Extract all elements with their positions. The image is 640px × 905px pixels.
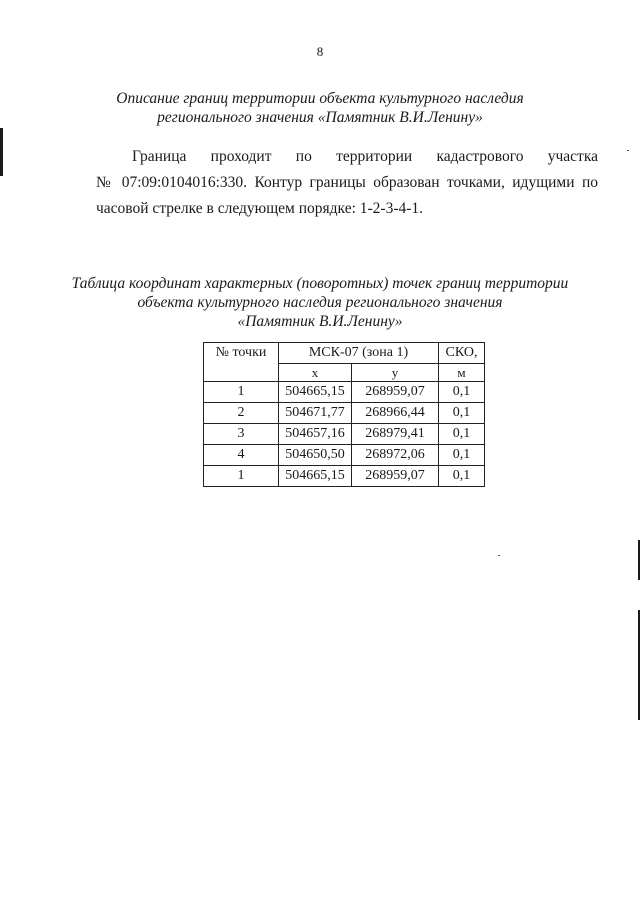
boundary-description: [96, 144, 598, 222]
cell-x: 504650,50: [279, 445, 352, 466]
boundary-description-line-2: № 07:09:0104016:330. Контур границы образован точками, идущими по: [96, 174, 598, 191]
word: территории: [336, 148, 413, 165]
table-heading-line-1: Таблица координат характерных (поворотных) точек границ территории: [71, 275, 569, 292]
header-y: y: [352, 364, 439, 382]
boundary-heading-line-1: Описание границ территории объекта культурного наследия: [116, 90, 524, 107]
word: проходит: [210, 148, 272, 165]
table-row: [204, 403, 485, 424]
header-point-number: № точки: [204, 343, 279, 382]
cell-sko: 0,1: [439, 403, 485, 424]
table-row: [204, 445, 485, 466]
word: участка: [547, 148, 599, 165]
boundary-heading: [0, 89, 640, 127]
table-heading-line-3: «Памятник В.И.Ленину»: [237, 313, 403, 330]
cell-y: 268979,41: [352, 424, 439, 445]
boundary-description-line-3: часовой стрелке в следующем порядке: 1-2-3-4-1.: [96, 200, 424, 217]
cell-point: 1: [204, 466, 279, 487]
cell-sko: 0,1: [439, 382, 485, 403]
cell-sko: 0,1: [439, 445, 485, 466]
header-coordinate-system: МСК-07 (зона 1): [279, 343, 439, 364]
boundary-description-line-1: [96, 144, 598, 170]
word: Граница: [132, 148, 187, 165]
cell-x: 504665,15: [279, 466, 352, 487]
cell-sko: 0,1: [439, 424, 485, 445]
table-heading-line-2: объекта культурного наследия регионального значения: [137, 294, 503, 311]
left-binding-mark: [0, 128, 3, 176]
cell-y: 268959,07: [352, 466, 439, 487]
header-x: x: [279, 364, 352, 382]
word: кадастрового: [436, 148, 524, 165]
cell-y: 268966,44: [352, 403, 439, 424]
header-sko: СКО,: [439, 343, 485, 364]
header-sko-unit: м: [439, 364, 485, 382]
cell-x: 504665,15: [279, 382, 352, 403]
page-number: 8: [316, 44, 324, 59]
cell-point: 3: [204, 424, 279, 445]
cell-point: 1: [204, 382, 279, 403]
cell-x: 504657,16: [279, 424, 352, 445]
scan-speck: [627, 150, 629, 151]
word: по: [295, 148, 312, 165]
cell-sko: 0,1: [439, 466, 485, 487]
table-row: [204, 382, 485, 403]
cell-point: 4: [204, 445, 279, 466]
table-row: [204, 424, 485, 445]
table-heading: [0, 274, 640, 331]
cell-y: 268972,06: [352, 445, 439, 466]
boundary-heading-line-2: регионального значения «Памятник В.И.Ленину»: [157, 109, 483, 126]
scan-speck: [498, 555, 500, 556]
cell-x: 504671,77: [279, 403, 352, 424]
coordinates-table: [203, 342, 485, 487]
cell-point: 2: [204, 403, 279, 424]
table-row: [204, 466, 485, 487]
cell-y: 268959,07: [352, 382, 439, 403]
table-header-row: [204, 343, 485, 364]
